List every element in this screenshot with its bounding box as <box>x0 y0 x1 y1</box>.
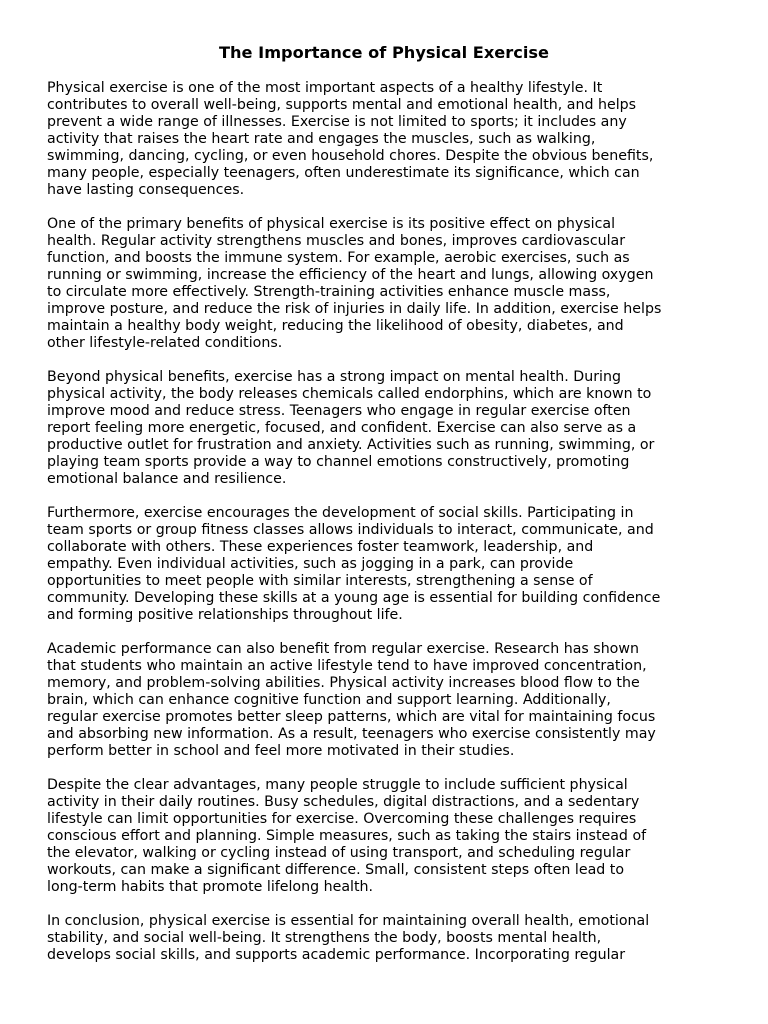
paragraph-introduction: Physical exercise is one of the most important aspects of a healthy lifestyle. It contributes to overall well-being, supports mental and emotional health, and helps prevent a wide range of illnesses. Exercise is not limited to sports; it includes any activity that raises the heart rate and engages the muscles, such as walking, swimming, dancing, cycling, or even household chores. Despite the obvious benefits, many people, especially teenagers, often underestimate its significance, which can have lasting consequences. <box>47 80 654 198</box>
paragraph-conclusion: In conclusion, physical exercise is essential for maintaining overall health, emotional stability, and social well-being. It strengthens the body, boosts mental health, develops social skills, and supports academic performance. Incorporating regular <box>47 913 650 963</box>
paragraph-academic-performance: Academic performance can also benefit from regular exercise. Research has shown that students who maintain an active lifestyle tend to have improved concentration, memory, and problem-solving abilities. Physical activity increases blood flow to the brain, which can enhance cognitive function and support learning. Additionally, regular exercise promotes better sleep patterns, which are vital for maintaining focus and absorbing new information. As a result, teenagers who exercise consistently may perform better in school and feel more motivated in their studies. <box>47 641 656 759</box>
paragraph-social-skills: Furthermore, exercise encourages the development of social skills. Participating in team sports or group fitness classes allows individuals to interact, communicate, and collaborate with others. These experiences foster teamwork, leadership, and empathy. Even individual activities, such as jogging in a park, can provide opportunities to meet people with similar interests, strengthening a sense of community. Developing these skills at a young age is essential for building confidence and forming positive relationships throughout life. <box>47 505 661 623</box>
document-body <box>47 80 737 981</box>
page-title: The Importance of Physical Exercise <box>218 43 549 62</box>
paragraph-mental-health: Beyond physical benefits, exercise has a strong impact on mental health. During physical activity, the body releases chemicals called endorphins, which are known to improve mood and reduce stress. Teenagers who engage in regular exercise often report feeling more energetic, focused, and confident. Exercise can also serve as a productive outlet for frustration and anxiety. Activities such as running, swimming, or playing team sports provide a way to channel emotions constructively, promoting emotional balance and resilience. <box>47 369 655 487</box>
paragraph-physical-health: One of the primary benefits of physical exercise is its positive effect on physical health. Regular activity strengthens muscles and bones, improves cardiovascular function, and boosts the immune system. For example, aerobic exercises, such as running or swimming, increase the efficiency of the heart and lungs, allowing oxygen to circulate more effectively. Strength-training activities enhance muscle mass, improve posture, and reduce the risk of injuries in daily life. In addition, exercise helps maintain a healthy body weight, reducing the likelihood of obesity, diabetes, and other lifestyle-related conditions. <box>47 216 662 351</box>
paragraph-challenges: Despite the clear advantages, many people struggle to include sufficient physical activity in their daily routines. Busy schedules, digital distractions, and a sedentary lifestyle can limit opportunities for exercise. Overcoming these challenges requires conscious effort and planning. Simple measures, such as taking the stairs instead of the elevator, walking or cycling instead of using transport, and scheduling regular workouts, can make a significant difference. Small, consistent steps often lead to long-term habits that promote lifelong health. <box>47 777 647 895</box>
